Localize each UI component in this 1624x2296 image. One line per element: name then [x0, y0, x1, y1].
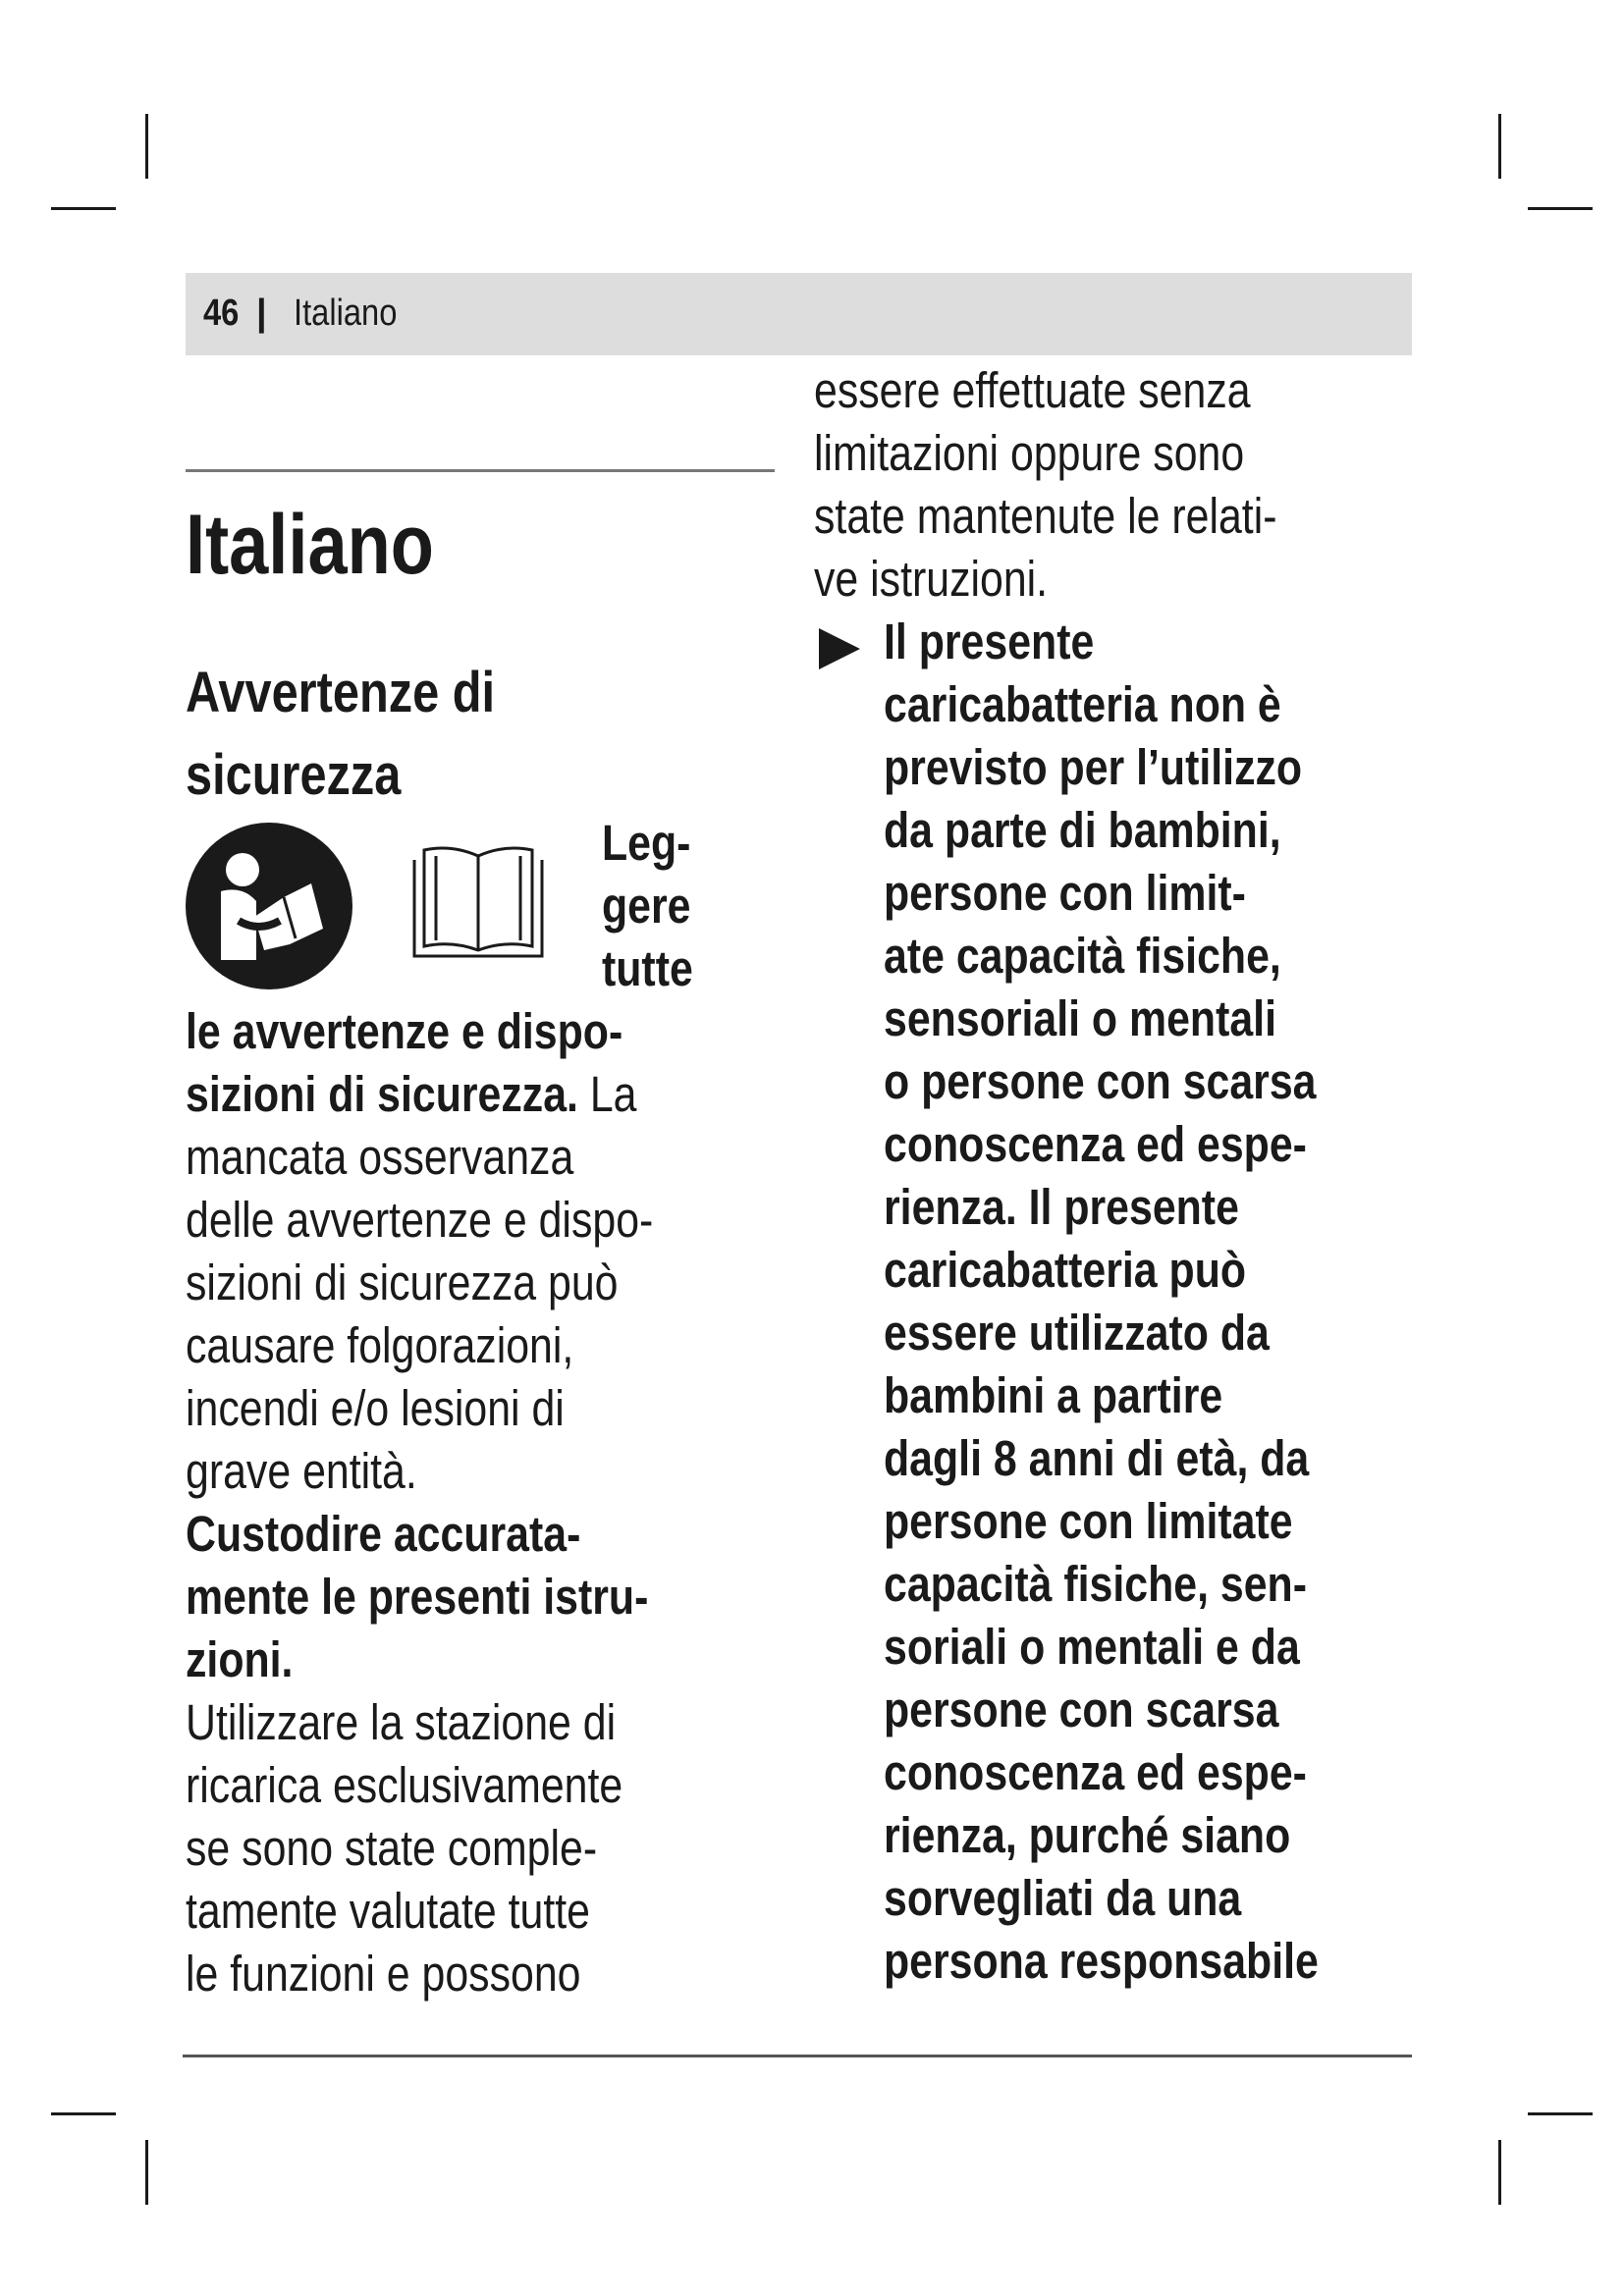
- warning-text-line: persone con scarsa: [884, 1682, 1279, 1737]
- warning-text-line: ate capacità fisiche,: [884, 928, 1281, 984]
- warning-text-line: rienza. Il presente: [884, 1179, 1239, 1235]
- left-text-line: sizioni di sicurezza può: [186, 1255, 619, 1310]
- read-all-line-1: Leg-: [602, 815, 691, 871]
- triangle-bullet-icon: [817, 626, 862, 671]
- crop-mark-top-left-vertical: [145, 114, 148, 179]
- warning-text-line: sensoriali o mentali: [884, 990, 1276, 1046]
- warning-text-line: soriali o mentali e da: [884, 1619, 1300, 1675]
- left-text-line: tamente valutate tutte: [186, 1883, 591, 1939]
- left-text-line: zioni.: [186, 1631, 294, 1687]
- left-text-line: se sono state comple-: [186, 1820, 598, 1876]
- right-text-line: essere effettuate senza: [814, 362, 1251, 418]
- header-language: Italiano: [294, 293, 398, 334]
- crop-mark-bottom-right-vertical: [1498, 2140, 1501, 2205]
- warning-text-line: caricabatteria può: [884, 1242, 1247, 1298]
- warning-text-line: rienza, purché siano: [884, 1807, 1291, 1863]
- crop-mark-top-right-vertical: [1498, 114, 1501, 179]
- right-text-line: ve istruzioni.: [814, 551, 1049, 607]
- left-text-line: mancata osservanza: [186, 1129, 574, 1185]
- page-number: 46: [203, 293, 240, 334]
- page-header: [186, 273, 1412, 355]
- footer-rule: [183, 2055, 1412, 2057]
- left-text-line: ricarica esclusivamente: [186, 1757, 623, 1813]
- left-text-line: grave entità.: [186, 1443, 417, 1499]
- warning-text-line: conoscenza ed espe-: [884, 1744, 1307, 1800]
- left-text-line: sizioni di sicurezza. La: [186, 1066, 637, 1122]
- left-text-line: delle avvertenze e dispo-: [186, 1192, 654, 1248]
- open-book-icon: [410, 842, 546, 962]
- left-text-line: le avvertenze e dispo-: [186, 1003, 623, 1059]
- crop-mark-bottom-left-vertical: [145, 2140, 148, 2205]
- left-text-line: mente le presenti istru-: [186, 1569, 649, 1625]
- left-text-line: incendi e/o lesioni di: [186, 1380, 565, 1436]
- left-text-line: Custodire accurata-: [186, 1506, 581, 1562]
- warning-text-line: caricabatteria non è: [884, 676, 1281, 732]
- warning-text-line: sorvegliati da una: [884, 1870, 1242, 1926]
- warning-text-line: essere utilizzato da: [884, 1305, 1270, 1361]
- crop-mark-top-left-horizontal: [51, 207, 116, 210]
- read-all-line-3: tutte: [602, 940, 693, 996]
- warning-text-line: Il presente: [884, 614, 1095, 669]
- warning-text-line: previsto per l’utilizzo: [884, 739, 1303, 795]
- warning-text-line: persone con limit-: [884, 865, 1246, 921]
- crop-mark-bottom-right-horizontal: [1528, 2112, 1593, 2115]
- warning-text-line: dagli 8 anni di età, da: [884, 1430, 1310, 1486]
- read-manual-person-icon: [186, 823, 352, 989]
- header-separator: |: [256, 293, 267, 334]
- warning-text-line: da parte di bambini,: [884, 802, 1281, 858]
- warning-text-line: persona responsabile: [884, 1933, 1319, 1989]
- subsection-title-line-1: Avvertenze di: [186, 661, 495, 724]
- crop-mark-top-right-horizontal: [1528, 207, 1593, 210]
- warning-text-line: capacità fisiche, sen-: [884, 1556, 1307, 1612]
- right-text-line: limitazioni oppure sono: [814, 425, 1245, 481]
- section-rule: [186, 469, 775, 472]
- left-text-line: causare folgorazioni,: [186, 1317, 574, 1373]
- section-title: Italiano: [186, 498, 434, 592]
- left-text-line: Utilizzare la stazione di: [186, 1694, 617, 1750]
- read-all-line-2: gere: [602, 878, 691, 934]
- right-text-line: state mantenute le relati-: [814, 488, 1277, 544]
- left-text-line: le funzioni e possono: [186, 1946, 581, 2002]
- warning-text-line: bambini a partire: [884, 1367, 1223, 1423]
- warning-text-line: persone con limitate: [884, 1493, 1293, 1549]
- warning-text-line: o persone con scarsa: [884, 1053, 1317, 1109]
- crop-mark-bottom-left-horizontal: [51, 2112, 116, 2115]
- warning-text-line: conoscenza ed espe-: [884, 1116, 1307, 1172]
- subsection-title-line-2: sicurezza: [186, 743, 402, 807]
